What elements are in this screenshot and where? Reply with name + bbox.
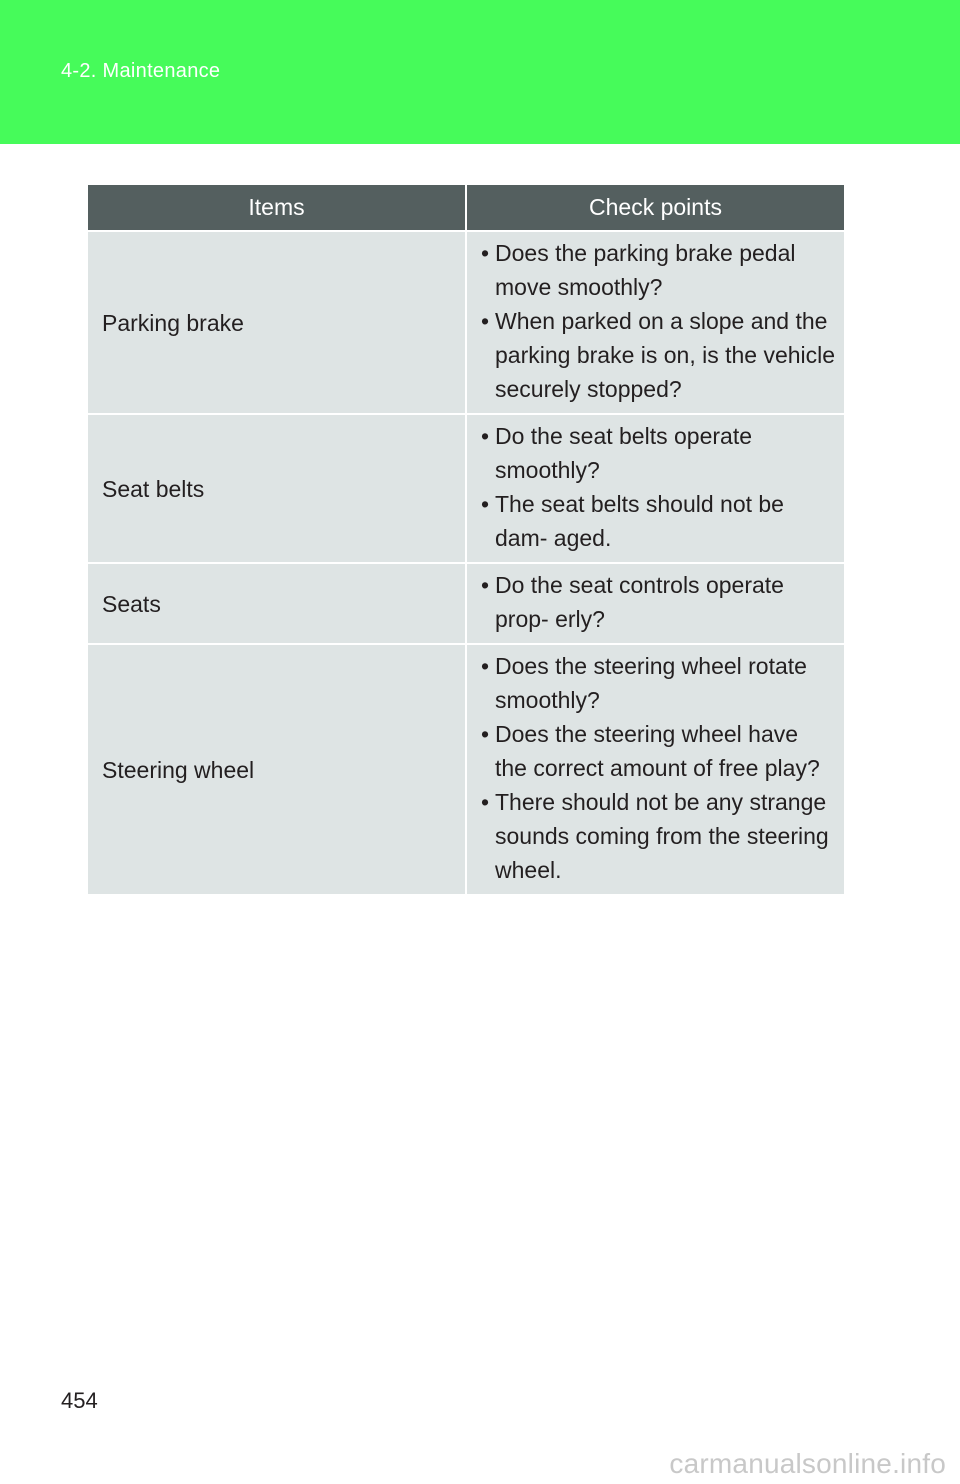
check-point xyxy=(481,419,836,487)
column-header-check-points: Check points xyxy=(466,185,844,231)
check-points-cell xyxy=(466,644,844,894)
check-point-text: Do the seat belts operate smoothly? xyxy=(495,423,752,483)
bullet-icon: • xyxy=(481,423,490,449)
check-point xyxy=(481,304,836,406)
check-point-text: When parked on a slope and the parking brake is on, is the vehicle securely stopped? xyxy=(495,308,836,402)
column-header-items: Items xyxy=(88,185,466,231)
table-row xyxy=(88,414,844,563)
table-row xyxy=(88,644,844,894)
bullet-icon: • xyxy=(481,653,490,679)
check-points-cell xyxy=(466,231,844,414)
table-row xyxy=(88,231,844,414)
header-band xyxy=(0,0,960,144)
table-header-row xyxy=(88,185,844,231)
check-points-list xyxy=(481,649,836,887)
check-points-list xyxy=(481,568,836,636)
inspection-table xyxy=(88,185,844,894)
check-point-text: Do the seat controls operate prop- erly? xyxy=(495,572,784,632)
bullet-icon: • xyxy=(481,491,490,517)
check-point-text: Does the parking brake pedal move smoothly? xyxy=(495,240,796,300)
section-title: 4-2. Maintenance xyxy=(61,60,221,82)
bullet-icon: • xyxy=(481,308,490,334)
check-point-text: Does the steering wheel have the correct amount of free play? xyxy=(495,721,820,781)
check-points-list xyxy=(481,419,836,555)
check-point-text: Does the steering wheel rotate smoothly? xyxy=(495,653,807,713)
item-cell: Seats xyxy=(88,563,466,644)
check-point xyxy=(481,717,836,785)
item-cell: Seat belts xyxy=(88,414,466,563)
bullet-icon: • xyxy=(481,572,490,598)
table-row xyxy=(88,563,844,644)
check-points-cell xyxy=(466,563,844,644)
check-point-text: The seat belts should not be dam- aged. xyxy=(495,491,784,551)
page-number: 454 xyxy=(61,1388,98,1413)
check-points-list xyxy=(481,236,836,406)
check-points-cell xyxy=(466,414,844,563)
item-cell: Parking brake xyxy=(88,231,466,414)
bullet-icon: • xyxy=(481,721,490,747)
check-point xyxy=(481,236,836,304)
check-point xyxy=(481,649,836,717)
check-point-text: There should not be any strange sounds coming from the steering wheel. xyxy=(495,789,829,883)
bullet-icon: • xyxy=(481,789,490,815)
check-point xyxy=(481,568,836,636)
check-point xyxy=(481,487,836,555)
item-cell: Steering wheel xyxy=(88,644,466,894)
watermark: carmanualsonline.info xyxy=(669,1448,946,1479)
check-point xyxy=(481,785,836,887)
bullet-icon: • xyxy=(481,240,490,266)
